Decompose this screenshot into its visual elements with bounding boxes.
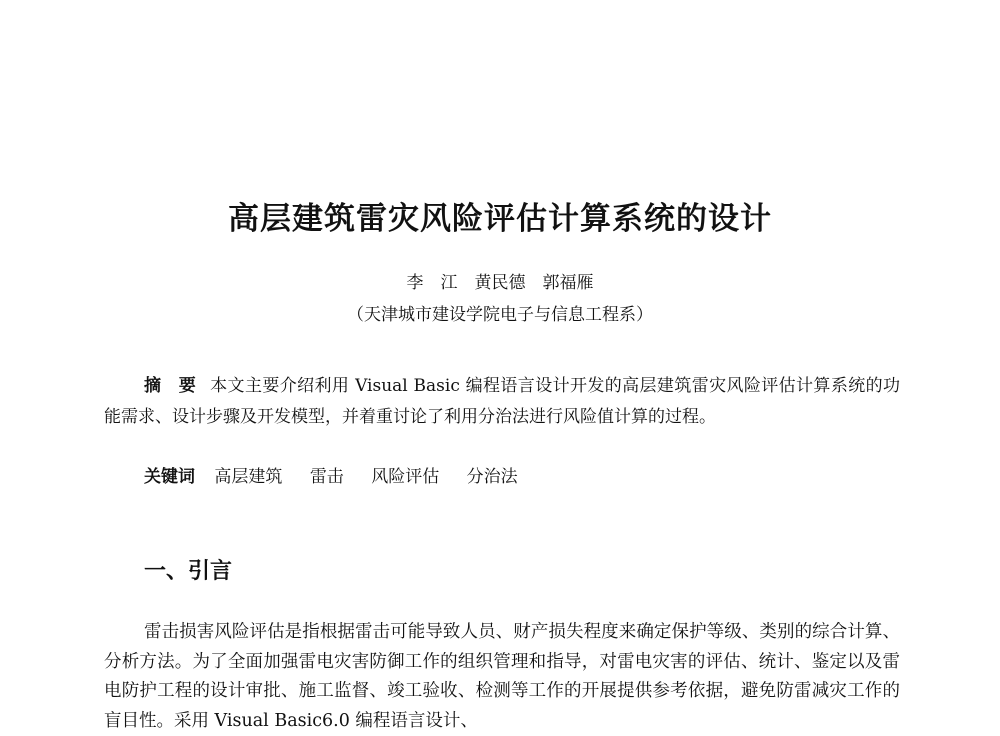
body-paragraph: 雷击损害风险评估是指根据雷击可能导致人员、财产损失程度来确定保护等级、类别的综合计算、分析方法。为了全面加强雷电灾害防御工作的组织管理和指导，对雷电灾害的评估、统计、鉴定以及雷电防护工程的设计审批、施工监督、竣工验收、检测等工作的开展提供参考依据，避免防雷减灾工作的盲目性。采用 Visual Basic6.0 编程语言设计、 [104,622,900,731]
keyword: 高层建筑 [214,467,283,487]
keyword: 分治法 [466,467,518,487]
author-list: 李 江 黄民德 郭福雁 [406,273,594,293]
paper-title: 高层建筑雷灾风险评估计算系统的设计 [228,201,772,237]
keywords-label: 关键词 [144,467,195,487]
abstract-text: 本文主要介绍利用 Visual Basic 编程语言设计开发的高层建筑雷灾风险评估计算系统的功能需求、设计步骤及开发模型，并着重讨论了利用分治法进行风险值计算的过程。 [104,376,900,427]
abstract-paragraph [104,371,900,433]
author-affiliation: （天津城市建设学院电子与信息工程系） [347,305,653,325]
keywords-line [144,462,540,492]
keyword: 雷击 [309,467,344,487]
section-heading-introduction: 一、引言 [144,559,233,584]
keyword: 风险评估 [371,467,440,487]
abstract-label: 摘 要 [144,376,197,396]
